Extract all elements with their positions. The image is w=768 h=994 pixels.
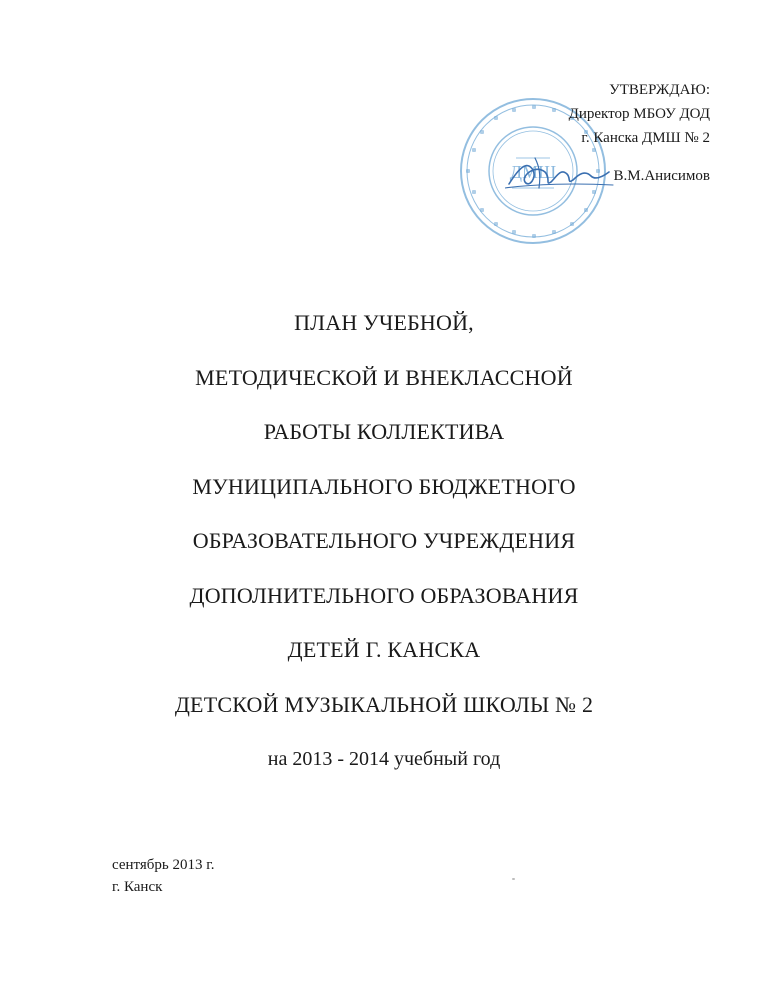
seal-center-text: ДМШ: [509, 162, 557, 182]
document-title: [0, 296, 768, 787]
title-line-4: МУНИЦИПАЛЬНОГО БЮДЖЕТНОГО: [192, 473, 576, 499]
scan-speck: [512, 878, 515, 880]
document-footer: [112, 854, 214, 898]
title-line-2: МЕТОДИЧЕСКОЙ И ВНЕКЛАССНОЙ: [195, 364, 573, 390]
footer-city: г. Канск: [112, 879, 163, 895]
title-line-3: РАБОТЫ КОЛЛЕКТИВА: [263, 419, 505, 444]
title-line-1: ПЛАН УЧЕБНОЙ,: [294, 310, 474, 335]
approval-position-line2: г. Канска ДМШ № 2: [581, 130, 710, 146]
approval-signature-name: В.М.Анисимов: [613, 168, 710, 184]
footer-date: сентябрь 2013 г.: [112, 857, 215, 873]
title-line-7: ДЕТЕЙ Г. КАНСКА: [287, 637, 481, 662]
approval-heading: УТВЕРЖДАЮ:: [609, 82, 710, 98]
title-line-5: ОБРАЗОВАТЕЛЬНОГО УЧРЕЖДЕНИЯ: [192, 528, 576, 553]
academic-year-line: на 2013 - 2014 учебный год: [267, 748, 501, 770]
handwritten-signature-icon: [505, 148, 615, 198]
title-line-8: ДЕТСКОЙ МУЗЫКАЛЬНОЙ ШКОЛЫ № 2: [174, 691, 594, 717]
title-line-6: ДОПОЛНИТЕЛЬНОГО ОБРАЗОВАНИЯ: [189, 582, 579, 608]
approval-position-line1: Директор МБОУ ДОД: [568, 106, 710, 122]
